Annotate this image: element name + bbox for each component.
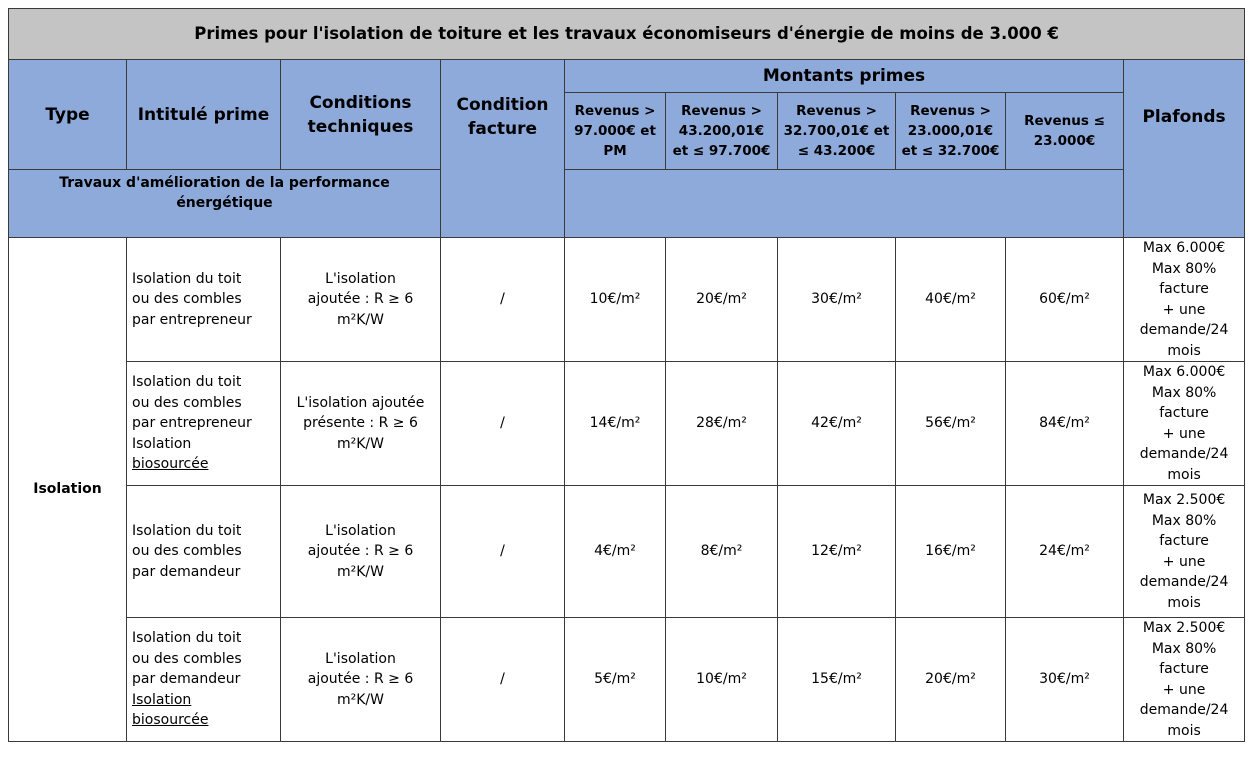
cond-line: m²K/W xyxy=(337,563,384,580)
montant-cell: 56€/m² xyxy=(896,362,1006,486)
cond-line: présente : R ≥ 6 xyxy=(303,415,418,432)
table-title: Primes pour l'isolation de toiture et les travaux économiseurs d'énergie de moins de 3.000 € xyxy=(9,9,1245,60)
montant-cell: 42€/m² xyxy=(778,362,896,486)
header-row-1 xyxy=(9,60,1245,93)
cond-line: ajoutée : R ≥ 6 xyxy=(307,671,414,688)
intitule-cell xyxy=(127,618,281,742)
header-category xyxy=(9,170,441,238)
montant-cell: 20€/m² xyxy=(666,238,778,362)
intitule-line: Isolation du toit xyxy=(132,374,242,391)
intitule-line: par entrepreneur xyxy=(132,415,252,432)
intitule-line: ou des combles xyxy=(132,394,242,411)
revenus-line: Revenus > xyxy=(910,103,991,119)
revenus-line: 32.700,01€ et xyxy=(783,123,890,139)
category-line: Travaux d'amélioration de la performance xyxy=(59,175,390,191)
plafond-line: + une xyxy=(1162,681,1206,698)
title-row xyxy=(9,9,1245,60)
montant-cell: 84€/m² xyxy=(1006,362,1124,486)
table-row xyxy=(9,238,1245,362)
montant-cell: 28€/m² xyxy=(666,362,778,486)
plafond-line: mois xyxy=(1167,342,1201,359)
plafond-line: Max 2.500€ xyxy=(1142,620,1226,636)
plafonds-cell xyxy=(1124,618,1245,742)
plafond-line: Max 80% xyxy=(1151,640,1217,657)
header-type: Type xyxy=(9,60,127,170)
table-row xyxy=(9,362,1245,486)
header-montants: Montants primes xyxy=(565,60,1124,93)
header-revenus-3 xyxy=(778,93,896,170)
intitule-line: par entrepreneur xyxy=(132,311,252,328)
header-revenus-4 xyxy=(896,93,1006,170)
intitule-line: biosourcée xyxy=(132,456,209,473)
revenus-line: ≤ 43.200€ xyxy=(797,143,876,159)
plafond-line: demande/24 xyxy=(1139,322,1229,338)
plafond-line: + une xyxy=(1162,553,1206,570)
intitule-cell xyxy=(127,238,281,362)
intitule-line: Isolation xyxy=(132,435,192,452)
montant-cell: 16€/m² xyxy=(896,486,1006,618)
montant-cell: 10€/m² xyxy=(565,238,666,362)
revenus-line: PM xyxy=(603,143,627,159)
intitule-cell xyxy=(127,486,281,618)
revenus-line: 97.000€ et xyxy=(574,123,656,139)
revenus-line: Revenus > xyxy=(681,103,762,119)
conditions-cell xyxy=(281,238,441,362)
intitule-line: Isolation du toit xyxy=(132,630,242,647)
primes-table xyxy=(8,8,1245,742)
cond-line: L'isolation ajoutée xyxy=(296,394,425,411)
cond-line: m²K/W xyxy=(337,435,384,452)
revenus-line: et ≤ 97.700€ xyxy=(672,143,771,159)
plafond-line: facture xyxy=(1159,405,1209,421)
montant-cell: 12€/m² xyxy=(778,486,896,618)
header-revenus-2 xyxy=(666,93,778,170)
plafond-line: Max 6.000€ xyxy=(1142,240,1226,256)
cond-line: L'isolation xyxy=(325,270,396,287)
plafonds-cell xyxy=(1124,238,1245,362)
plafond-line: Max 80% xyxy=(1151,512,1217,529)
revenus-line: Revenus > xyxy=(796,103,877,119)
plafond-line: mois xyxy=(1167,594,1201,611)
plafond-line: facture xyxy=(1159,661,1209,677)
revenus-line: Revenus ≤ xyxy=(1024,113,1105,129)
intitule-line: ou des combles xyxy=(132,650,242,667)
plafond-line: demande/24 xyxy=(1139,446,1229,462)
header-conditions xyxy=(281,60,441,170)
intitule-line: par demandeur xyxy=(132,563,241,580)
intitule-line: biosourcée xyxy=(132,712,209,729)
plafond-line: mois xyxy=(1167,466,1201,483)
category-line: énergétique xyxy=(176,195,273,211)
header-intitule: Intitulé prime xyxy=(127,60,281,170)
revenus-line: et ≤ 32.700€ xyxy=(901,143,1000,159)
plafonds-cell xyxy=(1124,362,1245,486)
cond-line: L'isolation xyxy=(325,650,396,667)
intitule-line: Isolation xyxy=(132,691,192,708)
header-conditions-line: Conditions xyxy=(309,92,412,113)
plafonds-cell xyxy=(1124,486,1245,618)
revenus-line: 43.200,01€ xyxy=(678,123,765,139)
montant-cell: 60€/m² xyxy=(1006,238,1124,362)
facture-cell: / xyxy=(441,362,565,486)
montant-cell: 30€/m² xyxy=(1006,618,1124,742)
montant-cell: 10€/m² xyxy=(666,618,778,742)
intitule-line: Isolation du toit xyxy=(132,270,242,287)
header-revenus-1 xyxy=(565,93,666,170)
intitule-line: par demandeur xyxy=(132,671,241,688)
header-facture-line: facture xyxy=(467,119,538,139)
conditions-cell xyxy=(281,486,441,618)
plafond-line: Max 6.000€ xyxy=(1142,364,1226,380)
table-row xyxy=(9,618,1245,742)
plafond-line: + une xyxy=(1162,301,1206,318)
montant-cell: 4€/m² xyxy=(565,486,666,618)
montant-cell: 30€/m² xyxy=(778,238,896,362)
montant-cell: 5€/m² xyxy=(565,618,666,742)
intitule-line: Isolation du toit xyxy=(132,522,242,539)
conditions-cell xyxy=(281,618,441,742)
conditions-cell xyxy=(281,362,441,486)
plafond-line: demande/24 xyxy=(1139,702,1229,718)
revenus-line: Revenus > xyxy=(574,103,656,119)
cond-line: m²K/W xyxy=(337,311,384,328)
intitule-line: ou des combles xyxy=(132,543,242,560)
intitule-cell xyxy=(127,362,281,486)
plafond-line: demande/24 xyxy=(1139,574,1229,590)
plafond-line: Max 80% xyxy=(1151,260,1217,277)
montant-cell: 40€/m² xyxy=(896,238,1006,362)
header-montants-empty xyxy=(565,170,1124,238)
table-row xyxy=(9,486,1245,618)
facture-cell: / xyxy=(441,486,565,618)
type-cell: Isolation xyxy=(9,238,127,742)
plafond-line: facture xyxy=(1159,281,1209,297)
montant-cell: 15€/m² xyxy=(778,618,896,742)
montant-cell: 14€/m² xyxy=(565,362,666,486)
header-plafonds: Plafonds xyxy=(1124,60,1245,238)
header-revenus-5 xyxy=(1006,93,1124,170)
revenus-line: 23.000€ xyxy=(1033,133,1096,149)
header-facture xyxy=(441,60,565,238)
plafond-line: Max 80% xyxy=(1151,384,1217,401)
facture-cell: / xyxy=(441,618,565,742)
cond-line: ajoutée : R ≥ 6 xyxy=(307,543,414,560)
header-row-3 xyxy=(9,170,1245,238)
plafond-line: + une xyxy=(1162,425,1206,442)
header-facture-line: Condition xyxy=(456,95,549,115)
facture-cell: / xyxy=(441,238,565,362)
primes-table-container xyxy=(8,8,1245,742)
montant-cell: 24€/m² xyxy=(1006,486,1124,618)
revenus-line: 23.000,01€ xyxy=(907,123,994,139)
plafond-line: facture xyxy=(1159,533,1209,549)
cond-line: m²K/W xyxy=(337,691,384,708)
cond-line: ajoutée : R ≥ 6 xyxy=(307,291,414,308)
header-conditions-line: techniques xyxy=(307,116,414,137)
cond-line: L'isolation xyxy=(325,522,396,539)
montant-cell: 20€/m² xyxy=(896,618,1006,742)
montant-cell: 8€/m² xyxy=(666,486,778,618)
plafond-line: Max 2.500€ xyxy=(1142,492,1226,508)
plafond-line: mois xyxy=(1167,722,1201,739)
intitule-line: ou des combles xyxy=(132,291,242,308)
